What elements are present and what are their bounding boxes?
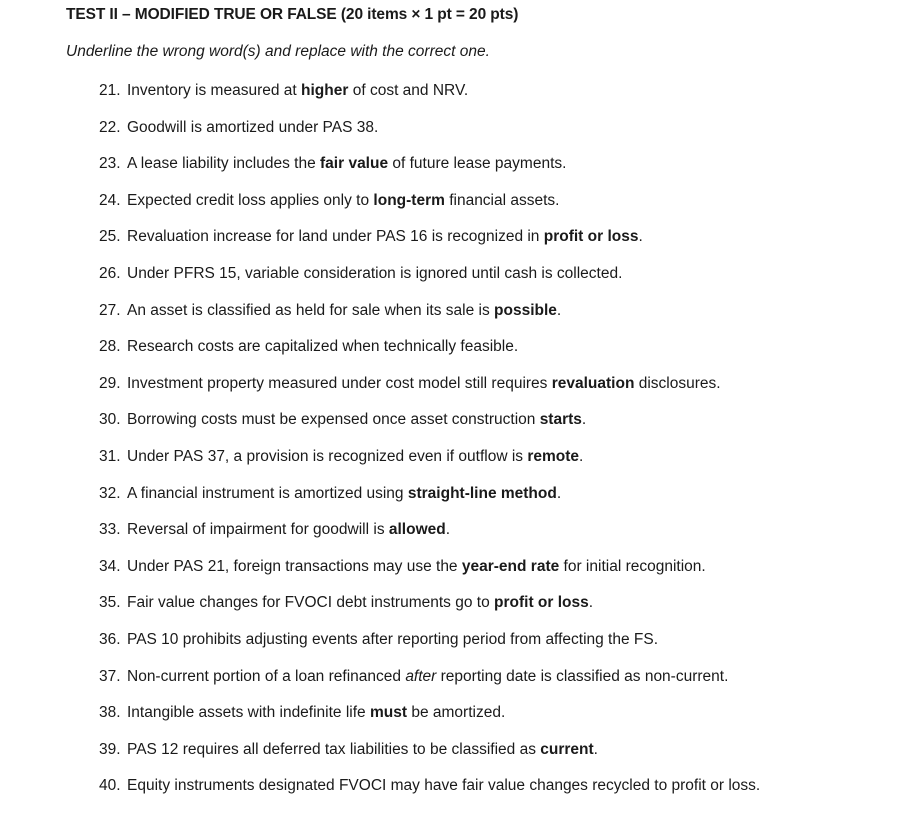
question-text-part: Under PFRS 15, variable consideration is ignored until cash is collected. xyxy=(127,264,623,282)
question-text-part: Research costs are capitalized when technically feasible. xyxy=(127,338,519,356)
question-number: 22. xyxy=(99,118,121,136)
question-item xyxy=(99,666,760,703)
emphasized-term: starts xyxy=(539,411,582,429)
question-text-part: reporting date is classified as non-current. xyxy=(436,667,729,685)
question-item xyxy=(99,775,760,812)
question-number: 29. xyxy=(99,374,121,392)
question-item xyxy=(99,263,760,300)
test-instructions: Underline the wrong word(s) and replace with the correct one. xyxy=(66,43,490,60)
question-text xyxy=(127,592,593,629)
question-text-part: Investment property measured under cost model still requires xyxy=(127,374,552,392)
question-text-part: of future lease payments. xyxy=(388,155,567,173)
question-text-part: Intangible assets with indefinite life xyxy=(127,704,370,722)
question-text-part: . xyxy=(581,411,587,429)
emphasized-term: straight-line method xyxy=(407,484,557,502)
question-text xyxy=(127,80,468,117)
question-text xyxy=(127,446,583,483)
question-item xyxy=(99,300,760,337)
question-text-part: . xyxy=(593,740,598,758)
question-number: 28. xyxy=(99,338,121,356)
question-text-part: . xyxy=(556,301,562,319)
question-number: 39. xyxy=(99,740,121,758)
question-text xyxy=(127,336,518,373)
question-text xyxy=(127,702,505,739)
question-text-part: . xyxy=(638,228,643,246)
question-number: 26. xyxy=(99,264,121,282)
question-item xyxy=(99,739,760,776)
question-text-part: Inventory is measured at xyxy=(127,82,302,99)
emphasized-term: profit or loss xyxy=(543,228,639,246)
question-text xyxy=(127,556,706,593)
emphasized-term: higher xyxy=(301,82,349,99)
question-text-part: Revaluation increase for land under PAS 16 is recognized in xyxy=(127,228,544,246)
question-text-part: Reversal of impairment for goodwill is xyxy=(127,521,389,539)
question-item xyxy=(99,226,760,263)
question-number: 35. xyxy=(99,594,121,612)
question-text-part: Equity instruments designated FVOCI may have fair value changes recycled to profit or loss. xyxy=(127,777,761,795)
question-number: 25. xyxy=(99,228,121,246)
emphasized-term: long-term xyxy=(373,191,445,209)
question-number: 23. xyxy=(99,155,121,173)
question-text-part: . xyxy=(556,484,562,502)
question-number: 33. xyxy=(99,521,121,539)
question-item xyxy=(99,80,760,117)
question-text-part: . xyxy=(579,447,584,465)
question-text-part: A lease liability includes the xyxy=(127,155,321,173)
question-number: 36. xyxy=(99,630,121,648)
question-text-part: . xyxy=(445,521,451,539)
test-title: TEST II – MODIFIED TRUE OR FALSE (20 items × 1 pt = 20 pts) xyxy=(66,6,519,23)
question-number: 30. xyxy=(99,411,121,429)
emphasized-term: year-end rate xyxy=(461,557,560,575)
question-text-part: disclosures. xyxy=(634,374,721,392)
question-text xyxy=(127,117,378,154)
question-number: 27. xyxy=(99,301,121,319)
question-text xyxy=(127,373,721,410)
question-text xyxy=(127,775,760,812)
question-item xyxy=(99,336,760,373)
question-number: 21. xyxy=(99,82,121,99)
question-item xyxy=(99,629,760,666)
question-number: 38. xyxy=(99,704,121,722)
question-number: 31. xyxy=(99,447,121,465)
question-text xyxy=(127,300,561,337)
question-text-part: of cost and NRV. xyxy=(348,82,469,99)
question-text-part: Fair value changes for FVOCI debt instruments go to xyxy=(127,594,495,612)
question-item xyxy=(99,373,760,410)
question-text xyxy=(127,739,598,776)
question-text-part: An asset is classified as held for sale when its sale is xyxy=(127,301,495,319)
question-text-part: A financial instrument is amortized using xyxy=(127,484,408,502)
emphasized-term: must xyxy=(369,704,408,722)
question-text xyxy=(127,666,728,703)
question-item xyxy=(99,409,760,446)
question-item xyxy=(99,117,760,154)
question-text-part: be amortized. xyxy=(407,704,506,722)
question-number: 24. xyxy=(99,191,121,209)
question-item xyxy=(99,190,760,227)
question-text xyxy=(127,263,622,300)
question-text xyxy=(127,519,450,556)
emphasized-term: revaluation xyxy=(551,374,635,392)
question-text xyxy=(127,483,561,520)
question-item xyxy=(99,483,760,520)
question-text-part: Borrowing costs must be expensed once asset construction xyxy=(127,411,540,429)
question-text-part: Under PAS 21, foreign transactions may use the xyxy=(127,557,462,575)
question-text xyxy=(127,190,559,227)
question-item xyxy=(99,702,760,739)
question-item xyxy=(99,153,760,190)
question-number: 34. xyxy=(99,557,121,575)
question-item xyxy=(99,556,760,593)
question-text xyxy=(127,629,658,666)
question-item xyxy=(99,446,760,483)
emphasized-term: allowed xyxy=(388,521,446,539)
question-text-part: . xyxy=(588,594,594,612)
question-text xyxy=(127,153,566,190)
question-text-part: Under PAS 37, a provision is recognized even if outflow is xyxy=(127,447,528,465)
emphasized-term: profit or loss xyxy=(494,594,589,612)
emphasized-term: current xyxy=(540,740,594,758)
question-text-part: for initial recognition. xyxy=(559,557,706,575)
question-text xyxy=(127,226,643,263)
question-item xyxy=(99,519,760,556)
question-text-part: financial assets. xyxy=(444,191,560,209)
question-text-part: Goodwill is amortized under PAS 38. xyxy=(127,118,379,136)
emphasized-term: remote xyxy=(527,447,580,465)
question-text xyxy=(127,409,586,446)
question-number: 37. xyxy=(99,667,121,685)
emphasized-term: fair value xyxy=(320,155,389,173)
question-number: 40. xyxy=(99,777,121,795)
question-text-part: Expected credit loss applies only to xyxy=(127,191,374,209)
question-text-part: PAS 10 prohibits adjusting events after reporting period from affecting the FS. xyxy=(127,630,659,648)
question-number: 32. xyxy=(99,484,121,502)
question-text-part: Non-current portion of a loan refinanced xyxy=(127,667,406,685)
emphasized-term: after xyxy=(405,667,437,685)
question-list xyxy=(99,80,760,812)
question-text-part: PAS 12 requires all deferred tax liabilities to be classified as xyxy=(127,740,541,758)
question-item xyxy=(99,592,760,629)
emphasized-term: possible xyxy=(494,301,557,319)
